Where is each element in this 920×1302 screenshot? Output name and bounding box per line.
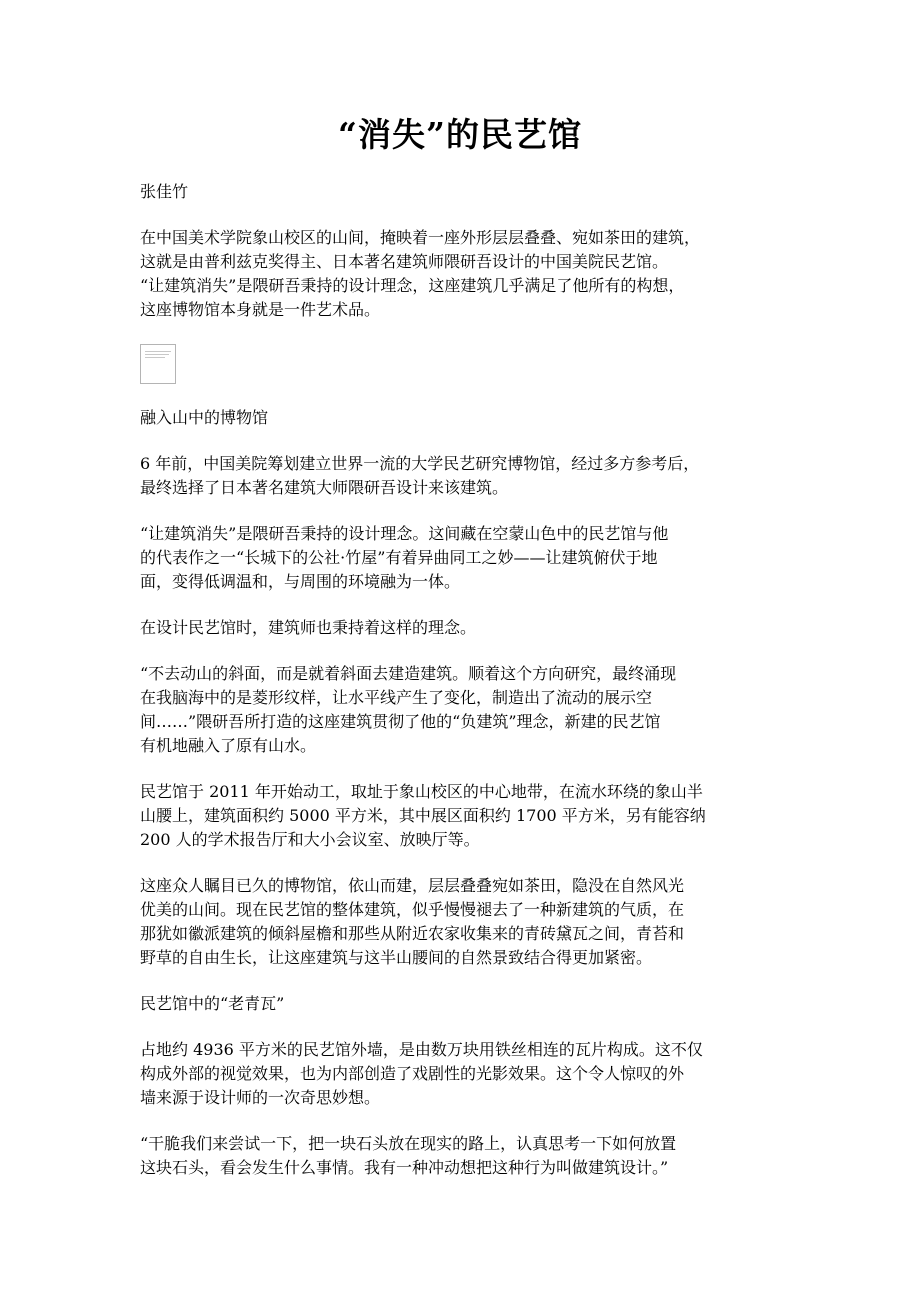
author-name: 张佳竹 bbox=[140, 182, 189, 201]
section-heading: 民艺馆中的“老青瓦” bbox=[140, 994, 285, 1013]
article-title: “消失”的民艺馆 bbox=[338, 115, 582, 154]
text-line: 构成外部的视觉效果，也为内部创造了戏剧性的光影效果。这个令人惊叹的外 bbox=[140, 1064, 685, 1083]
intro-paragraph bbox=[140, 226, 800, 322]
text-line: 间……”隈研吾所打造的这座建筑贯彻了他的“负建筑”理念，新建的民艺馆 bbox=[140, 712, 661, 731]
text-line: 最终选择了日本著名建筑大师隈研吾设计来该建筑。 bbox=[140, 478, 509, 497]
text-line: 在中国美术学院象山校区的山间，掩映着一座外形层层叠叠、宛如茶田的建筑， bbox=[140, 228, 701, 247]
text-line: 在设计民艺馆时，建筑师也秉持着这样的理念。 bbox=[140, 618, 477, 637]
text-line: “不去动山的斜面，而是就着斜面去建造建筑。顺着这个方向研究，最终涌现 bbox=[140, 664, 677, 683]
text-line: 有机地融入了原有山水。 bbox=[140, 736, 317, 755]
text-line: “干脆我们来尝试一下，把一块石头放在现实的路上，认真思考一下如何放置 bbox=[140, 1134, 677, 1153]
text-line: 在我脑海中的是菱形纹样，让水平线产生了变化，制造出了流动的展示空 bbox=[140, 688, 653, 707]
text-line: 山腰上，建筑面积约 5000 平方米，其中展区面积约 1700 平方米，另有能容纳 bbox=[140, 806, 706, 825]
image-placeholder bbox=[140, 344, 176, 384]
text-line: 的代表作之一“长城下的公社·竹屋”有着异曲同工之妙——让建筑俯伏于地 bbox=[140, 548, 658, 567]
text-line: 这座众人瞩目已久的博物馆，依山而建，层层叠叠宛如茶田，隐没在自然风光 bbox=[140, 876, 685, 895]
article-body bbox=[140, 180, 800, 1180]
text-line: “让建筑消失”是隈研吾秉持的设计理念，这座建筑几乎满足了他所有的构想， bbox=[140, 276, 685, 295]
text-line: 这就是由普利兹克奖得主、日本著名建筑师隈研吾设计的中国美院民艺馆。 bbox=[140, 252, 669, 271]
body-paragraph bbox=[140, 452, 800, 500]
text-line: 这座博物馆本身就是一件艺术品。 bbox=[140, 300, 381, 319]
text-line: 占地约 4936 平方米的民艺馆外墙，是由数万块用铁丝相连的瓦片构成。这不仅 bbox=[140, 1040, 703, 1059]
body-paragraph bbox=[140, 616, 800, 640]
body-paragraph bbox=[140, 780, 800, 852]
text-line: 6 年前，中国美院筹划建立世界一流的大学民艺研究博物馆，经过多方参考后， bbox=[140, 454, 700, 473]
text-line: 这块石头，看会发生什么事情。我有一种冲动想把这种行为叫做建筑设计。” bbox=[140, 1158, 669, 1177]
section-heading: 融入山中的博物馆 bbox=[140, 408, 269, 427]
body-paragraph bbox=[140, 874, 800, 970]
text-line: “让建筑消失”是隈研吾秉持的设计理念。这间藏在空蒙山色中的民艺馆与他 bbox=[140, 524, 669, 543]
body-paragraph bbox=[140, 1038, 800, 1110]
text-line: 面，变得低调温和，与周围的环境融为一体。 bbox=[140, 572, 461, 591]
text-line: 那犹如徽派建筑的倾斜屋檐和那些从附近农家收集来的青砖黛瓦之间，青苔和 bbox=[140, 924, 685, 943]
text-line: 200 人的学术报告厅和大小会议室、放映厅等。 bbox=[140, 830, 480, 849]
body-paragraph bbox=[140, 662, 800, 758]
body-paragraph bbox=[140, 522, 800, 594]
text-line: 野草的自由生长，让这座建筑与这半山腰间的自然景致结合得更加紧密。 bbox=[140, 948, 653, 967]
text-line: 优美的山间。现在民艺馆的整体建筑，似乎慢慢褪去了一种新建筑的气质，在 bbox=[140, 900, 685, 919]
text-line: 墙来源于设计师的一次奇思妙想。 bbox=[140, 1088, 381, 1107]
text-line: 民艺馆于 2011 年开始动工，取址于象山校区的中心地带，在流水环绕的象山半 bbox=[140, 782, 703, 801]
body-paragraph bbox=[140, 1132, 800, 1180]
